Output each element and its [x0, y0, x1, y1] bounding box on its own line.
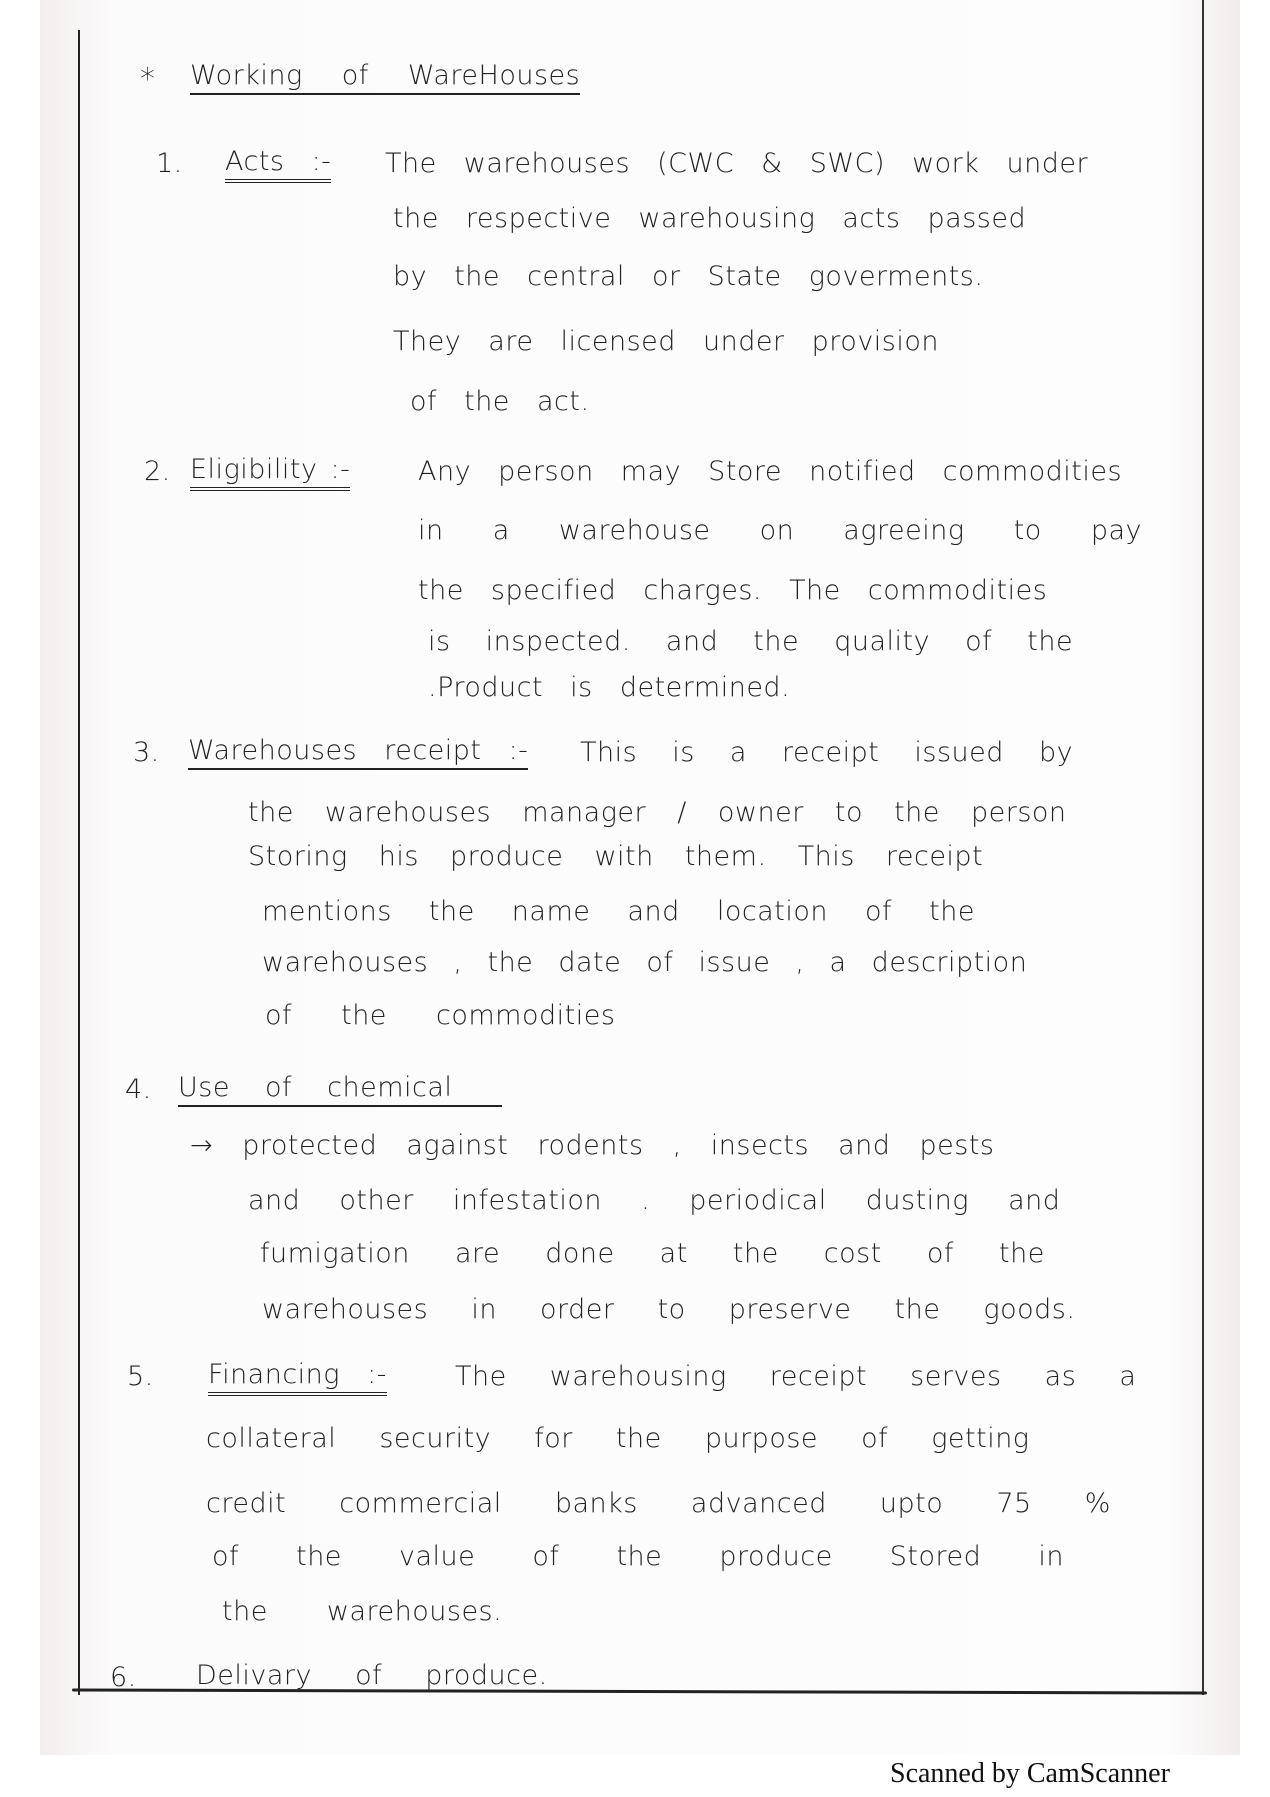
item-number: 6. — [110, 1662, 137, 1693]
page-title: Working of WareHouses — [190, 60, 580, 95]
item-line: of the act. — [410, 386, 590, 417]
item-line: the respective warehousing acts passed — [393, 203, 1027, 234]
item-line: Storing his produce with them. This receipt — [248, 841, 984, 872]
scanner-watermark: Scanned by CamScanner — [890, 1758, 1170, 1789]
item-line: mentions the name and location of the — [262, 896, 975, 927]
item-line: This is a receipt issued by — [580, 737, 1074, 768]
item-line: of the value of the produce Stored in — [212, 1541, 1064, 1572]
item-line: and other infestation . periodical dusting and — [248, 1185, 1061, 1216]
item-number: 2. — [144, 456, 171, 487]
item-line: by the central or State goverments. — [393, 261, 984, 292]
item-number: 1. — [156, 148, 183, 179]
item-number: 5. — [127, 1361, 154, 1392]
item-number: 3. — [133, 737, 160, 768]
margin-line-right — [1202, 0, 1204, 1695]
item-line: warehouses , the date of issue , a description — [262, 947, 1028, 978]
item-line: The warehouses (CWC & SWC) work under — [385, 148, 1089, 179]
item-heading: Financing :- — [208, 1359, 387, 1396]
item-heading: Use of chemical — [178, 1072, 502, 1107]
item-line: of the commodities — [265, 1000, 616, 1031]
item-line: credit commercial banks advanced upto 75 % — [206, 1488, 1111, 1519]
item-heading: Eligibility :- — [190, 454, 350, 491]
item-line: warehouses in order to preserve the goods. — [262, 1294, 1076, 1325]
title-bullet: * — [140, 62, 156, 97]
item-line: the specified charges. The commodities — [418, 575, 1048, 606]
item-line: fumigation are done at the cost of the — [260, 1238, 1045, 1269]
item-line: Any person may Store notified commodities — [418, 456, 1123, 487]
margin-line-left — [78, 30, 80, 1695]
item-line: the warehouses. — [222, 1596, 503, 1627]
item-line: is inspected. and the quality of the — [428, 626, 1074, 657]
item-heading: Delivary of produce. — [196, 1660, 548, 1691]
item-number: 4. — [125, 1074, 152, 1105]
item-line: → protected against rodents , insects and pests — [190, 1130, 995, 1161]
item-line: the warehouses manager / owner to the person — [248, 797, 1067, 828]
item-heading: Warehouses receipt :- — [188, 735, 528, 770]
item-line: The warehousing receipt serves as a — [455, 1361, 1137, 1392]
item-line: They are licensed under provision — [393, 326, 939, 357]
item-line: collateral security for the purpose of getting — [206, 1423, 1030, 1454]
item-line: .Product is determined. — [428, 672, 791, 703]
item-line: in a warehouse on agreeing to pay — [418, 515, 1143, 546]
item-heading: Acts :- — [225, 146, 331, 183]
